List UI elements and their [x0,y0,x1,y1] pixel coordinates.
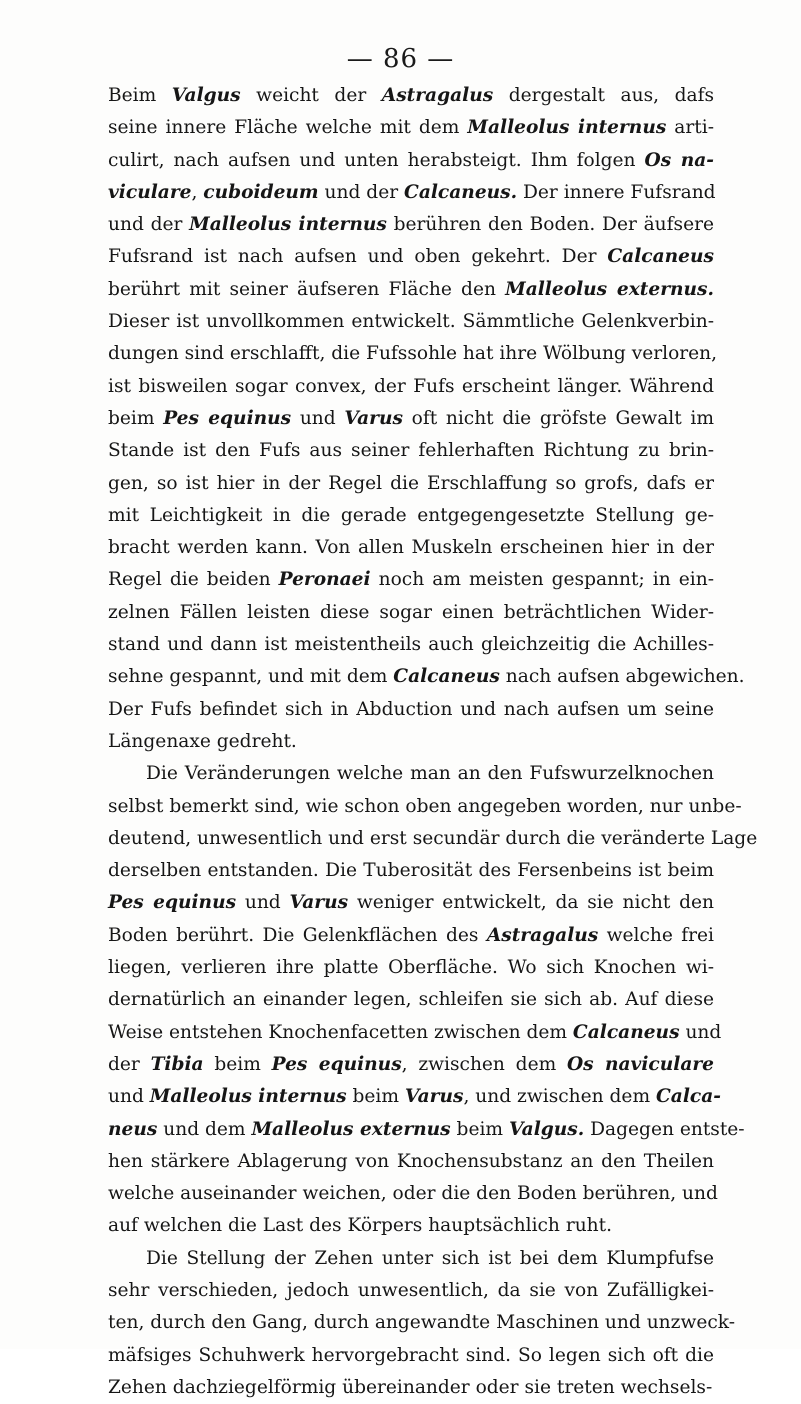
text-line [108,597,714,629]
text-line [108,855,714,887]
body-text [108,80,758,1404]
text-run: dernatürlich an einander legen, schleifen sie sich ab. Auf diese [108,989,714,1011]
latin-term: Malleolus internus [149,1086,347,1108]
latin-term: viculare [108,181,192,203]
text-line [108,1307,735,1339]
text-line [108,500,714,532]
text-run: arti- [666,117,714,139]
text-run: Die Stellung der Zehen unter sich ist bei dem Klumpfufse [146,1247,714,1269]
latin-term: Varus [404,1086,464,1108]
text-run: bracht werden kann. Von allen Muskeln erscheinen hier in der [108,537,714,559]
text-run: selbst bemerkt sind, wie schon oben angegeben worden, nur unbe- [108,795,742,817]
text-run: weniger entwickelt, da sie nicht den [348,892,714,914]
text-run: culirt, nach aufsen und unten herabsteigt. Ihm folgen [108,149,645,171]
latin-term: Malleolus internus [189,214,387,236]
text-run: und [236,892,290,914]
text-run: und der [108,214,190,236]
text-run: mäfsiges Schuhwerk hervorgebracht sind. So legen sich oft die [108,1344,714,1366]
text-run: beim [203,1053,272,1075]
text-run: Beim [108,85,172,106]
text-line [108,468,714,500]
latin-term: Calcaneus [393,666,500,688]
text-line [108,1114,745,1146]
text-run: berührt mit seiner äufseren Fläche den [108,278,506,300]
latin-term: Pes equinus [271,1053,402,1075]
paragraph [108,80,745,758]
text-line [108,887,714,919]
latin-term: neus [108,1118,158,1140]
text-line [108,1243,714,1275]
text-run: Der Fufs befindet sich in Abduction und nach aufsen um seine [108,698,714,720]
latin-term: Os naviculare [566,1053,714,1075]
latin-term: Calcaneus [572,1021,680,1043]
text-run: liegen, verlieren ihre platte Oberfläche. Wo sich Knochen wi- [108,957,714,979]
latin-term: Malleolus externus. [505,278,714,300]
text-line [108,1146,714,1178]
text-run: und [291,407,345,429]
paragraph [108,1243,735,1404]
text-run: mit Leichtigkeit in die gerade entgegengesetzte Stellung ge- [108,504,714,526]
text-line [108,1340,714,1372]
text-line [108,241,714,273]
text-run: beim [346,1086,405,1108]
text-run: deutend, unwesentlich und erst secundär durch die veränderte Lage [108,827,758,849]
text-line [108,1372,714,1404]
text-run: Fufsrand ist nach aufsen und oben gekehrt. Der [108,246,608,268]
text-run: Zehen dachziegelförmig übereinander oder sie treten wechsels- [108,1376,713,1398]
latin-term: Calcaneus [607,246,714,268]
text-line [108,532,714,564]
text-run: und [108,1086,150,1108]
text-run: Weise entstehen Knochenfacetten zwischen dem [108,1021,573,1043]
latin-term: Peronaei [278,569,371,591]
text-line [108,1081,721,1113]
text-run: Dagegen entste- [584,1118,745,1140]
text-run: und dem [157,1118,252,1140]
text-run: , [191,181,204,203]
text-run: beim [450,1118,509,1140]
text-run: der [108,1053,151,1075]
text-line [108,791,742,823]
latin-term: Calcaneus. [404,181,518,203]
text-run: stand und dann ist meistentheils auch gleichzeitig die Achilles- [108,634,714,656]
text-line [108,564,714,596]
text-line [108,1210,714,1242]
latin-term: Astragalus [381,85,494,106]
latin-term: Varus [289,892,349,914]
text-line [108,177,714,209]
text-line [108,145,714,177]
text-run: beim [108,407,164,429]
latin-term: Varus [344,407,403,429]
text-run: hen stärkere Ablagerung von Knochensubstanz an den Theilen [108,1150,714,1172]
text-run: , und zwischen dem [463,1086,656,1108]
text-line [108,920,714,952]
text-line [108,1275,714,1307]
latin-term: Valgus. [508,1118,585,1140]
text-run: und der [318,181,405,203]
text-run: berühren den Boden. Der äufsere [386,214,714,236]
latin-term: Valgus [171,85,241,106]
text-run: welche frei [598,924,714,946]
text-line [108,726,714,758]
latin-term: Pes equinus [163,407,292,429]
text-run: seine innere Fläche welche mit dem [108,117,468,139]
text-line [108,435,714,467]
text-run: derselben entstanden. Die Tuberosität des Fersenbeins ist beim [108,860,714,882]
text-run: weicht der [240,85,382,106]
text-run: welche auseinander weichen, oder die den Boden berühren, und [108,1183,718,1205]
text-run: zelnen Fällen leisten diese sogar einen beträchtlichen Wider- [108,601,714,623]
latin-term: Tibia [150,1053,204,1075]
text-run: auf welchen die Last des Körpers hauptsächlich ruht. [108,1215,613,1237]
text-line [108,209,714,241]
latin-term: Os na- [644,149,715,171]
text-line [108,1178,718,1210]
text-run: ten, durch den Gang, durch angewandte Maschinen und unzweck- [108,1312,735,1334]
text-line [108,403,714,435]
text-line [108,1049,714,1081]
text-run: noch am meisten gespannt; in ein- [370,569,714,591]
paragraph [108,758,758,1242]
text-line [108,274,714,306]
text-run: und [679,1021,722,1043]
text-run: Die Veränderungen welche man an den Fufswurzelknochen [146,763,714,785]
text-run: Dieser ist unvollkommen entwickelt. Sämmtliche Gelenkverbin- [108,311,714,333]
latin-term: Malleolus externus [251,1118,451,1140]
text-line [108,80,714,112]
text-line [108,338,718,370]
text-line [108,823,758,855]
text-run: gen, so ist hier in der Regel die Erschlaffung so grofs, dafs er [108,472,714,494]
text-run: Boden berührt. Die Gelenkflächen des [108,924,487,946]
latin-term: Pes equinus [108,892,237,914]
latin-term: Calca- [655,1086,721,1108]
text-run: Regel die beiden [108,569,279,591]
text-line [108,758,714,790]
text-line [108,629,714,661]
latin-term: cuboideum [203,181,319,203]
latin-term: Astragalus [486,924,599,946]
text-run: Längenaxe gedreht. [108,730,297,752]
text-run: dungen sind erschlafft, die Fufssohle hat ihre Wölbung verloren, [108,343,718,365]
text-run: oft nicht die gröfste Gewalt im [402,407,714,429]
text-run: ist bisweilen sogar convex, der Fufs erscheint länger. Während [108,375,714,397]
text-line [108,112,714,144]
text-line [108,371,714,403]
text-line [108,1017,722,1049]
text-run: nach aufsen abgewichen. [499,666,745,688]
text-line [108,952,714,984]
text-run: Der innere Fufsrand [517,181,716,203]
text-line [108,661,745,693]
text-line [108,984,714,1016]
text-run: , zwischen dem [401,1053,567,1075]
text-line [108,694,714,726]
text-line [108,306,714,338]
latin-term: Malleolus internus [467,117,667,139]
text-run: Stande ist den Fufs aus seiner fehlerhaften Richtung zu brin- [108,440,714,462]
text-run: sehne gespannt, und mit dem [108,666,394,688]
page-number: — 86 — [346,44,455,74]
text-run: sehr verschieden, jedoch unwesentlich, da sie von Zufälligkei- [108,1279,714,1301]
text-run: dergestalt aus, dafs [493,85,714,106]
